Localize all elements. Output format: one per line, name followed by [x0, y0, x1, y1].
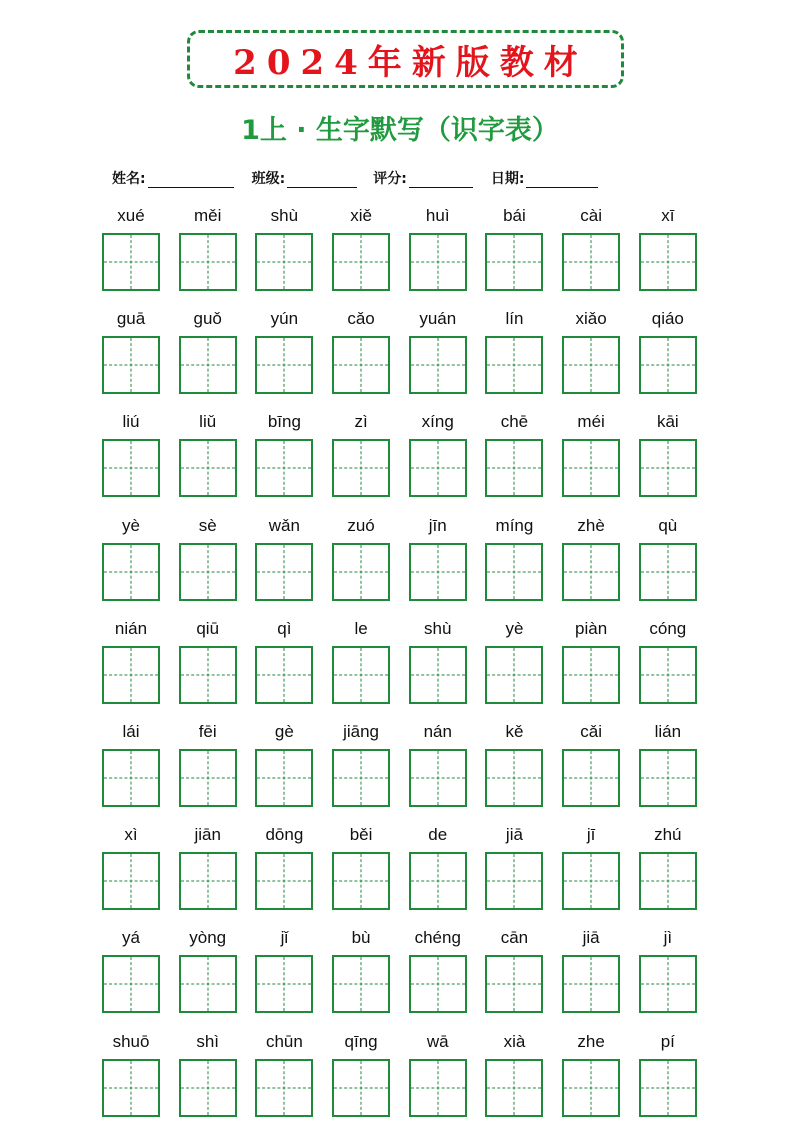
tianzige-writing-box[interactable]: [639, 439, 697, 497]
tianzige-writing-box[interactable]: [255, 646, 313, 704]
character-cell: [485, 616, 543, 704]
pinyin-label: jì: [663, 928, 673, 947]
pinyin-label: qiáo: [651, 309, 684, 328]
character-cell: [409, 925, 467, 1013]
character-cell: [485, 306, 543, 394]
pinyin-label: shuō: [112, 1032, 150, 1051]
character-cell: [562, 616, 620, 704]
character-cell: [102, 513, 160, 601]
pinyin-label: lín: [505, 309, 524, 328]
tianzige-writing-box[interactable]: [639, 955, 697, 1013]
pinyin-label: lián: [654, 722, 682, 741]
character-cell: [332, 306, 390, 394]
pinyin-label: de: [428, 825, 448, 844]
character-cell: [179, 822, 237, 910]
pinyin-label: wā: [426, 1032, 449, 1051]
character-cell: [562, 203, 620, 291]
pinyin-label: piàn: [575, 619, 608, 638]
pinyin-label: yuán: [419, 309, 457, 328]
character-cell: [255, 306, 313, 394]
tianzige-writing-box[interactable]: [639, 336, 697, 394]
character-cell: [179, 306, 237, 394]
tianzige-writing-box[interactable]: [332, 749, 390, 807]
tianzige-writing-box[interactable]: [332, 543, 390, 601]
character-cell: [332, 822, 390, 910]
character-cell: [409, 616, 467, 704]
tianzige-writing-box[interactable]: [255, 336, 313, 394]
tianzige-writing-box[interactable]: [255, 749, 313, 807]
tianzige-writing-box[interactable]: [255, 233, 313, 291]
character-cell: [562, 513, 620, 601]
pinyin-label: xiě: [350, 206, 372, 225]
tianzige-writing-box[interactable]: [639, 749, 697, 807]
pinyin-label: xià: [503, 1032, 526, 1051]
tianzige-writing-box[interactable]: [562, 543, 620, 601]
tianzige-writing-box[interactable]: [332, 955, 390, 1013]
character-cell: [562, 925, 620, 1013]
tianzige-writing-box[interactable]: [562, 749, 620, 807]
pinyin-label: cǎo: [347, 309, 375, 328]
pinyin-label: liǔ: [199, 412, 217, 431]
tianzige-writing-box[interactable]: [485, 439, 543, 497]
tianzige-writing-box[interactable]: [485, 646, 543, 704]
character-cell: [332, 616, 390, 704]
tianzige-writing-box[interactable]: [562, 336, 620, 394]
grid-row: [102, 203, 697, 291]
pinyin-label: xì: [124, 825, 138, 844]
tianzige-writing-box[interactable]: [179, 852, 237, 910]
tianzige-writing-box[interactable]: [485, 1059, 543, 1117]
character-cell: [409, 409, 467, 497]
character-cell: [409, 513, 467, 601]
tianzige-writing-box[interactable]: [255, 852, 313, 910]
character-cell: [409, 306, 467, 394]
pinyin-label: cān: [500, 928, 529, 947]
tianzige-writing-box[interactable]: [102, 336, 160, 394]
character-cell: [179, 925, 237, 1013]
pinyin-label: guā: [116, 309, 146, 328]
tianzige-writing-box[interactable]: [332, 852, 390, 910]
pinyin-label: liú: [122, 412, 140, 431]
tianzige-writing-box[interactable]: [485, 336, 543, 394]
character-cell: [639, 1029, 697, 1117]
tianzige-writing-box[interactable]: [639, 543, 697, 601]
grid-row: [102, 925, 697, 1013]
tianzige-writing-box[interactable]: [179, 543, 237, 601]
character-cell: [255, 513, 313, 601]
tianzige-writing-box[interactable]: [332, 1059, 390, 1117]
character-cell: [255, 1029, 313, 1117]
tianzige-writing-box[interactable]: [179, 336, 237, 394]
character-cell: [102, 203, 160, 291]
character-cell: [102, 409, 160, 497]
character-cell: [485, 1029, 543, 1117]
tianzige-writing-box[interactable]: [639, 646, 697, 704]
character-cell: [639, 513, 697, 601]
worksheet-subtitle: 1上 · 生字默写（识字表）: [241, 115, 559, 146]
pinyin-label: méi: [577, 412, 605, 431]
tianzige-writing-box[interactable]: [562, 852, 620, 910]
character-cell: [639, 409, 697, 497]
tianzige-writing-box[interactable]: [179, 439, 237, 497]
pinyin-label: qiū: [196, 619, 220, 638]
tianzige-writing-box[interactable]: [409, 543, 467, 601]
character-cell: [485, 719, 543, 807]
tianzige-writing-box[interactable]: [179, 233, 237, 291]
tianzige-writing-box[interactable]: [409, 646, 467, 704]
pinyin-label: yún: [270, 309, 299, 328]
name-label: 姓名:: [112, 171, 146, 187]
character-cell: [639, 203, 697, 291]
tianzige-writing-box[interactable]: [102, 1059, 160, 1117]
character-cell: [639, 306, 697, 394]
pinyin-label: yè: [122, 516, 140, 535]
character-cell: [332, 925, 390, 1013]
character-cell: [255, 616, 313, 704]
date-label: 日期:: [490, 171, 525, 187]
character-cell: [179, 409, 237, 497]
pinyin-label: zì: [354, 412, 368, 431]
pinyin-label: jīn: [428, 516, 447, 535]
pinyin-label: yòng: [189, 928, 227, 947]
pinyin-label: zhè: [577, 516, 605, 535]
character-cell: [639, 925, 697, 1013]
pinyin-label: pí: [660, 1032, 675, 1051]
pinyin-label: jiā: [582, 928, 600, 947]
pinyin-label: cǎi: [580, 722, 602, 741]
tianzige-writing-box[interactable]: [102, 955, 160, 1013]
tianzige-writing-box[interactable]: [102, 439, 160, 497]
character-cell: [332, 409, 390, 497]
tianzige-writing-box[interactable]: [562, 646, 620, 704]
pinyin-label: bù: [351, 928, 371, 947]
character-cell: [102, 306, 160, 394]
character-cell: [255, 719, 313, 807]
character-cell: [562, 822, 620, 910]
tianzige-writing-box[interactable]: [179, 1059, 237, 1117]
tianzige-writing-box[interactable]: [639, 1059, 697, 1117]
pinyin-label: qù: [658, 516, 678, 535]
character-cell: [409, 822, 467, 910]
score-label: 评分:: [373, 171, 407, 187]
pinyin-label: le: [354, 619, 368, 638]
tianzige-writing-box[interactable]: [179, 646, 237, 704]
pinyin-label: xué: [117, 206, 145, 225]
character-cell: [562, 719, 620, 807]
pinyin-label: shù: [424, 619, 452, 638]
tianzige-writing-box[interactable]: [485, 543, 543, 601]
pinyin-label: kāi: [656, 412, 679, 431]
tianzige-writing-box[interactable]: [255, 1059, 313, 1117]
pinyin-label: xī: [661, 206, 675, 225]
tianzige-writing-box[interactable]: [332, 439, 390, 497]
character-cell: [255, 925, 313, 1013]
tianzige-writing-box[interactable]: [102, 543, 160, 601]
pinyin-label: qì: [277, 619, 292, 638]
pinyin-label: lái: [122, 722, 140, 741]
pinyin-label: qīng: [344, 1032, 378, 1051]
pinyin-label: sè: [198, 516, 217, 535]
pinyin-label: wǎn: [268, 516, 300, 535]
tianzige-writing-box[interactable]: [409, 439, 467, 497]
character-cell: [102, 925, 160, 1013]
character-cell: [562, 1029, 620, 1117]
pinyin-label: shù: [270, 206, 299, 225]
pinyin-label: chūn: [265, 1032, 303, 1051]
tianzige-writing-box[interactable]: [102, 233, 160, 291]
grid-row: [102, 822, 697, 910]
pinyin-label: xíng: [421, 412, 454, 431]
tianzige-writing-box[interactable]: [102, 852, 160, 910]
pinyin-label: gè: [274, 722, 294, 741]
tianzige-writing-box[interactable]: [409, 1059, 467, 1117]
grid-row: [102, 719, 697, 807]
tianzige-writing-box[interactable]: [639, 233, 697, 291]
pinyin-label: chē: [500, 412, 529, 431]
pinyin-label: shì: [196, 1032, 220, 1051]
grid-row: [102, 306, 697, 394]
character-cell: [255, 822, 313, 910]
pinyin-label: zhe: [577, 1032, 605, 1051]
tianzige-writing-box[interactable]: [102, 646, 160, 704]
character-cell: [332, 1029, 390, 1117]
pinyin-label: yè: [505, 619, 524, 638]
character-cell: [409, 719, 467, 807]
banner-title: 2024年新版教材: [233, 42, 588, 83]
character-cell: [179, 203, 237, 291]
pinyin-label: jiān: [194, 825, 221, 844]
character-cell: [102, 616, 160, 704]
pinyin-label: huì: [425, 206, 450, 225]
tianzige-writing-box[interactable]: [255, 955, 313, 1013]
grid-row: [102, 616, 697, 704]
tianzige-writing-box[interactable]: [332, 336, 390, 394]
character-cell: [562, 306, 620, 394]
pinyin-label: zuó: [347, 516, 375, 535]
character-cell: [332, 719, 390, 807]
tianzige-writing-box[interactable]: [485, 852, 543, 910]
character-cell: [409, 1029, 467, 1117]
character-cell: [179, 616, 237, 704]
tianzige-writing-box[interactable]: [102, 749, 160, 807]
pinyin-label: zhú: [654, 825, 682, 844]
pinyin-label: fēi: [198, 722, 217, 741]
character-cell: [485, 409, 543, 497]
tianzige-writing-box[interactable]: [179, 955, 237, 1013]
character-cell: [332, 513, 390, 601]
character-cell: [639, 616, 697, 704]
pinyin-label: jiāng: [343, 722, 380, 741]
pinyin-label: cài: [580, 206, 602, 225]
character-cell: [562, 409, 620, 497]
tianzige-writing-box[interactable]: [409, 233, 467, 291]
pinyin-label: jiā: [505, 825, 523, 844]
character-cell: [332, 203, 390, 291]
pinyin-label: dōng: [265, 825, 304, 844]
character-cell: [102, 719, 160, 807]
tianzige-writing-box[interactable]: [255, 543, 313, 601]
pinyin-label: kě: [505, 722, 524, 741]
character-cell: [485, 925, 543, 1013]
character-cell: [485, 513, 543, 601]
tianzige-writing-box[interactable]: [409, 852, 467, 910]
tianzige-writing-box[interactable]: [562, 1059, 620, 1117]
character-cell: [485, 822, 543, 910]
tianzige-writing-box[interactable]: [255, 439, 313, 497]
pinyin-label: jī: [586, 825, 596, 844]
tianzige-writing-box[interactable]: [639, 852, 697, 910]
character-cell: [102, 822, 160, 910]
pinyin-label: chéng: [414, 928, 461, 947]
character-cell: [639, 719, 697, 807]
tianzige-writing-box[interactable]: [332, 646, 390, 704]
tianzige-writing-box[interactable]: [409, 336, 467, 394]
pinyin-label: yá: [122, 928, 140, 947]
pinyin-label: měi: [193, 206, 222, 225]
tianzige-writing-box[interactable]: [409, 749, 467, 807]
grid-row: [102, 1029, 697, 1117]
pinyin-label: cóng: [649, 619, 687, 638]
pinyin-label: xiǎo: [575, 309, 607, 328]
class-label: 班级:: [251, 171, 286, 187]
tianzige-writing-box[interactable]: [562, 233, 620, 291]
pinyin-label: jǐ: [280, 928, 289, 947]
tianzige-writing-box[interactable]: [485, 233, 543, 291]
pinyin-label: guǒ: [193, 309, 222, 328]
pinyin-label: nián: [114, 619, 148, 638]
tianzige-writing-box[interactable]: [485, 955, 543, 1013]
character-cell: [179, 513, 237, 601]
pinyin-label: bīng: [267, 412, 301, 431]
character-cell: [639, 822, 697, 910]
pinyin-label: míng: [495, 516, 534, 535]
character-cell: [485, 203, 543, 291]
tianzige-writing-box[interactable]: [409, 955, 467, 1013]
tianzige-writing-box[interactable]: [332, 233, 390, 291]
character-cell: [179, 719, 237, 807]
character-cell: [179, 1029, 237, 1117]
tianzige-writing-box[interactable]: [485, 749, 543, 807]
grid-row: [102, 409, 697, 497]
character-cell: [102, 1029, 160, 1117]
pinyin-label: bái: [503, 206, 526, 225]
tianzige-writing-box[interactable]: [562, 439, 620, 497]
pinyin-label: běi: [349, 825, 373, 844]
character-cell: [255, 409, 313, 497]
pinyin-label: nán: [423, 722, 452, 741]
grid-row: [102, 513, 697, 601]
tianzige-writing-box[interactable]: [562, 955, 620, 1013]
tianzige-writing-box[interactable]: [179, 749, 237, 807]
character-cell: [255, 203, 313, 291]
character-cell: [409, 203, 467, 291]
